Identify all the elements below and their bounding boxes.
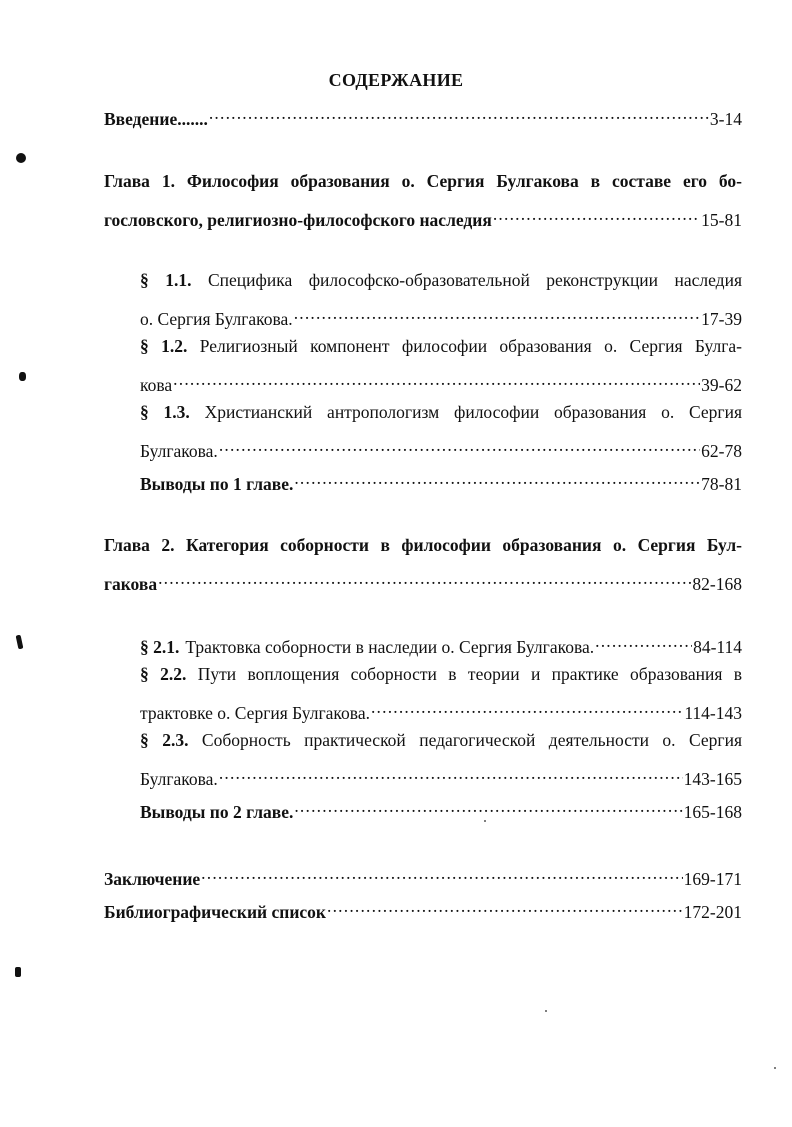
toc-entry-intro[interactable] [104,101,742,129]
toc-entry-bibliography[interactable] [104,894,742,922]
section-title: Трактовка соборности в наследии о. Сергия Булгакова. [185,637,595,657]
section-title: Пути воплощения соборности в теории и практике образования в [197,664,743,684]
chapter-1-heading-cont[interactable] [104,202,742,230]
dot-leader [327,894,683,918]
section-2-3-cont[interactable] [140,761,742,789]
section-title: Религиозный компонент философии образования о. Сергия Булга- [199,336,743,356]
dot-leader [219,761,683,785]
section-number: § 2.1. [140,637,180,657]
section-2-3[interactable] [140,728,742,752]
section-1-2[interactable] [140,334,742,358]
entry-pages: 15-81 [701,210,742,230]
entry-pages: 84-114 [693,637,742,657]
entry-pages: 82-168 [692,574,742,594]
chapter-2-heading[interactable]: Глава 2. Категория соборности в философии образования о. Сергия Бул- [104,535,742,555]
dot-leader [173,367,700,391]
dot-leader [209,101,709,125]
scan-speck [774,1067,776,1069]
section-title: Соборность практической педагогической деятельности о. Сергия [201,730,742,750]
entry-label: Выводы по 2 главе. [140,802,294,822]
dot-leader [294,301,700,325]
entry-label: Выводы по 1 главе. [140,474,294,494]
dot-leader [158,566,691,590]
scan-mark [16,153,26,163]
dot-leader [201,861,683,885]
section-number: § 2.3. [140,730,189,750]
scan-speck [545,1010,547,1012]
entry-label: Библиографический список [104,902,327,922]
entry-label: Булгакова. [140,441,218,461]
section-number: § 1.3. [140,402,190,422]
scan-speck [484,820,486,822]
entry-pages: 17-39 [701,309,742,329]
dot-leader [294,794,682,818]
toc-title: СОДЕРЖАНИЕ [328,70,464,90]
entry-pages: 3-14 [709,109,742,129]
section-number: § 1.1. [140,270,192,290]
dot-leader [493,202,700,226]
scan-mark [19,372,26,381]
entry-label: о. Сергия Булгакова. [140,309,293,329]
section-2-2[interactable] [140,662,742,686]
entry-label: Заключение [104,869,201,889]
section-1-2-cont[interactable] [140,367,742,395]
section-1-3-cont[interactable] [140,433,742,461]
entry-label: гословского, религиозно-философского наследия [104,210,492,230]
dot-leader [595,629,692,653]
entry-label: Булгакова. [140,769,218,789]
section-1-1[interactable] [140,268,742,292]
chapter-2-conclusion[interactable] [140,794,742,822]
entry-pages: 172-201 [683,902,742,922]
entry-label: кова [140,375,173,395]
entry-pages: 78-81 [701,474,742,494]
section-number: § 2.2. [140,664,187,684]
entry-pages: 39-62 [701,375,742,395]
dot-leader [294,466,700,490]
entry-pages: 114-143 [684,703,742,723]
entry-pages: 169-171 [683,869,742,889]
section-2-2-cont[interactable] [140,695,742,723]
entry-label: гакова [104,574,158,594]
chapter-1-conclusion[interactable] [140,466,742,494]
section-number: § 1.2. [140,336,188,356]
entry-label: Введение....... [104,109,208,129]
entry-label: трактовке о. Сергия Булгакова. [140,703,370,723]
section-2-1[interactable] [140,629,742,657]
toc-entry-conclusion[interactable] [104,861,742,889]
dot-leader [219,433,700,457]
section-1-3[interactable] [140,400,742,424]
section-title: Специфика философско-образовательной реконструкции наследия [207,270,743,290]
entry-pages: 143-165 [683,769,742,789]
section-1-1-cont[interactable] [140,301,742,329]
entry-pages: 165-168 [683,802,742,822]
chapter-1-heading[interactable]: Глава 1. Философия образования о. Сергия Булгакова в составе его бо- [104,171,742,191]
chapter-2-heading-cont[interactable] [104,566,742,594]
scan-mark [15,967,21,977]
scan-mark [16,635,24,650]
section-title: Христианский антропологизм философии образования о. Сергия [204,402,743,422]
entry-pages: 62-78 [701,441,742,461]
dot-leader [371,695,683,719]
